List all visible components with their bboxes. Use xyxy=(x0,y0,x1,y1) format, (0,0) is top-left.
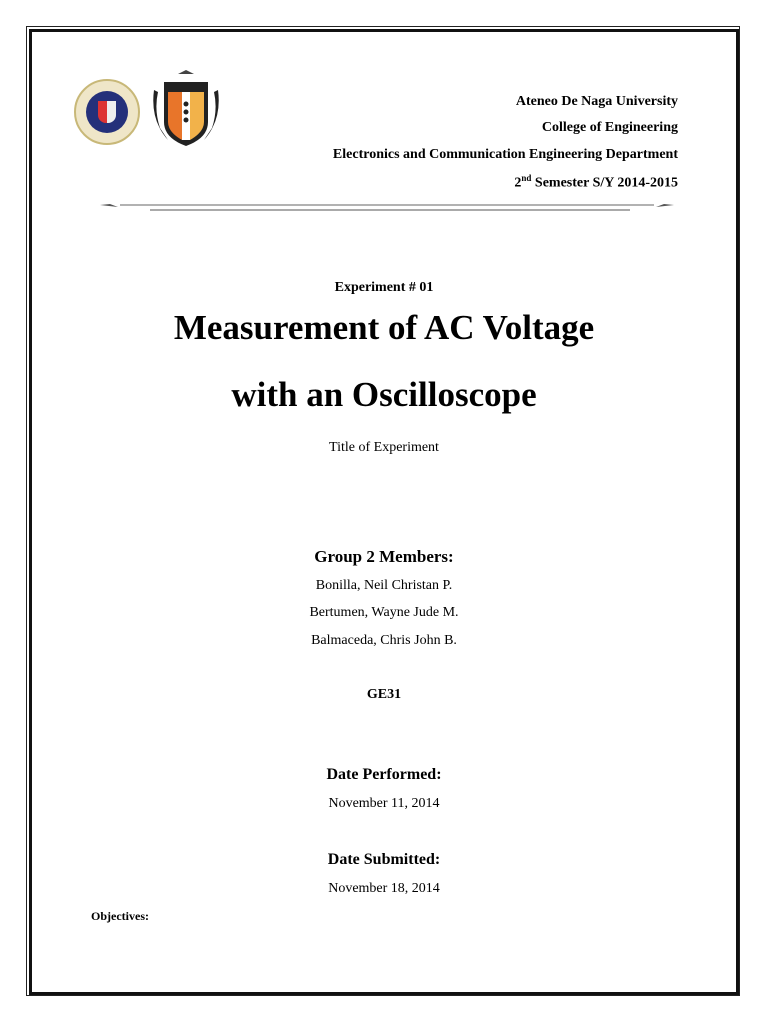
date-submitted-label: Date Submitted: xyxy=(327,851,441,868)
department-name: Electronics and Communication Engineering Department xyxy=(332,147,678,162)
college-name: College of Engineering xyxy=(541,120,678,135)
date-performed-label: Date Performed: xyxy=(326,766,442,783)
experiment-title-line1: Measurement of AC Voltage xyxy=(173,308,595,347)
engineering-crest-logo xyxy=(150,70,222,152)
experiment-number: Experiment # 01 xyxy=(334,280,434,295)
decorative-divider xyxy=(100,201,674,213)
date-submitted: November 18, 2014 xyxy=(328,881,440,896)
date-performed: November 11, 2014 xyxy=(328,796,440,811)
semester-ordinal: 2 xyxy=(514,175,522,191)
member-name: Bonilla, Neil Christan P. xyxy=(315,578,453,593)
experiment-title-line2: with an Oscilloscope xyxy=(231,375,537,414)
university-seal-logo xyxy=(74,79,140,145)
semester-ordinal-suffix: nd xyxy=(521,173,532,183)
section-code: GE31 xyxy=(366,687,402,702)
objectives-label: Objectives: xyxy=(91,909,149,923)
title-caption: Title of Experiment xyxy=(329,440,439,455)
member-name: Balmaceda, Chris John B. xyxy=(311,633,457,648)
university-name: Ateneo De Naga University xyxy=(515,94,678,109)
group-heading: Group 2 Members: xyxy=(314,547,454,566)
member-name: Bertumen, Wayne Jude M. xyxy=(309,605,459,620)
semester-text: Semester S/Y 2014-2015 xyxy=(531,175,678,191)
semester xyxy=(514,173,678,192)
